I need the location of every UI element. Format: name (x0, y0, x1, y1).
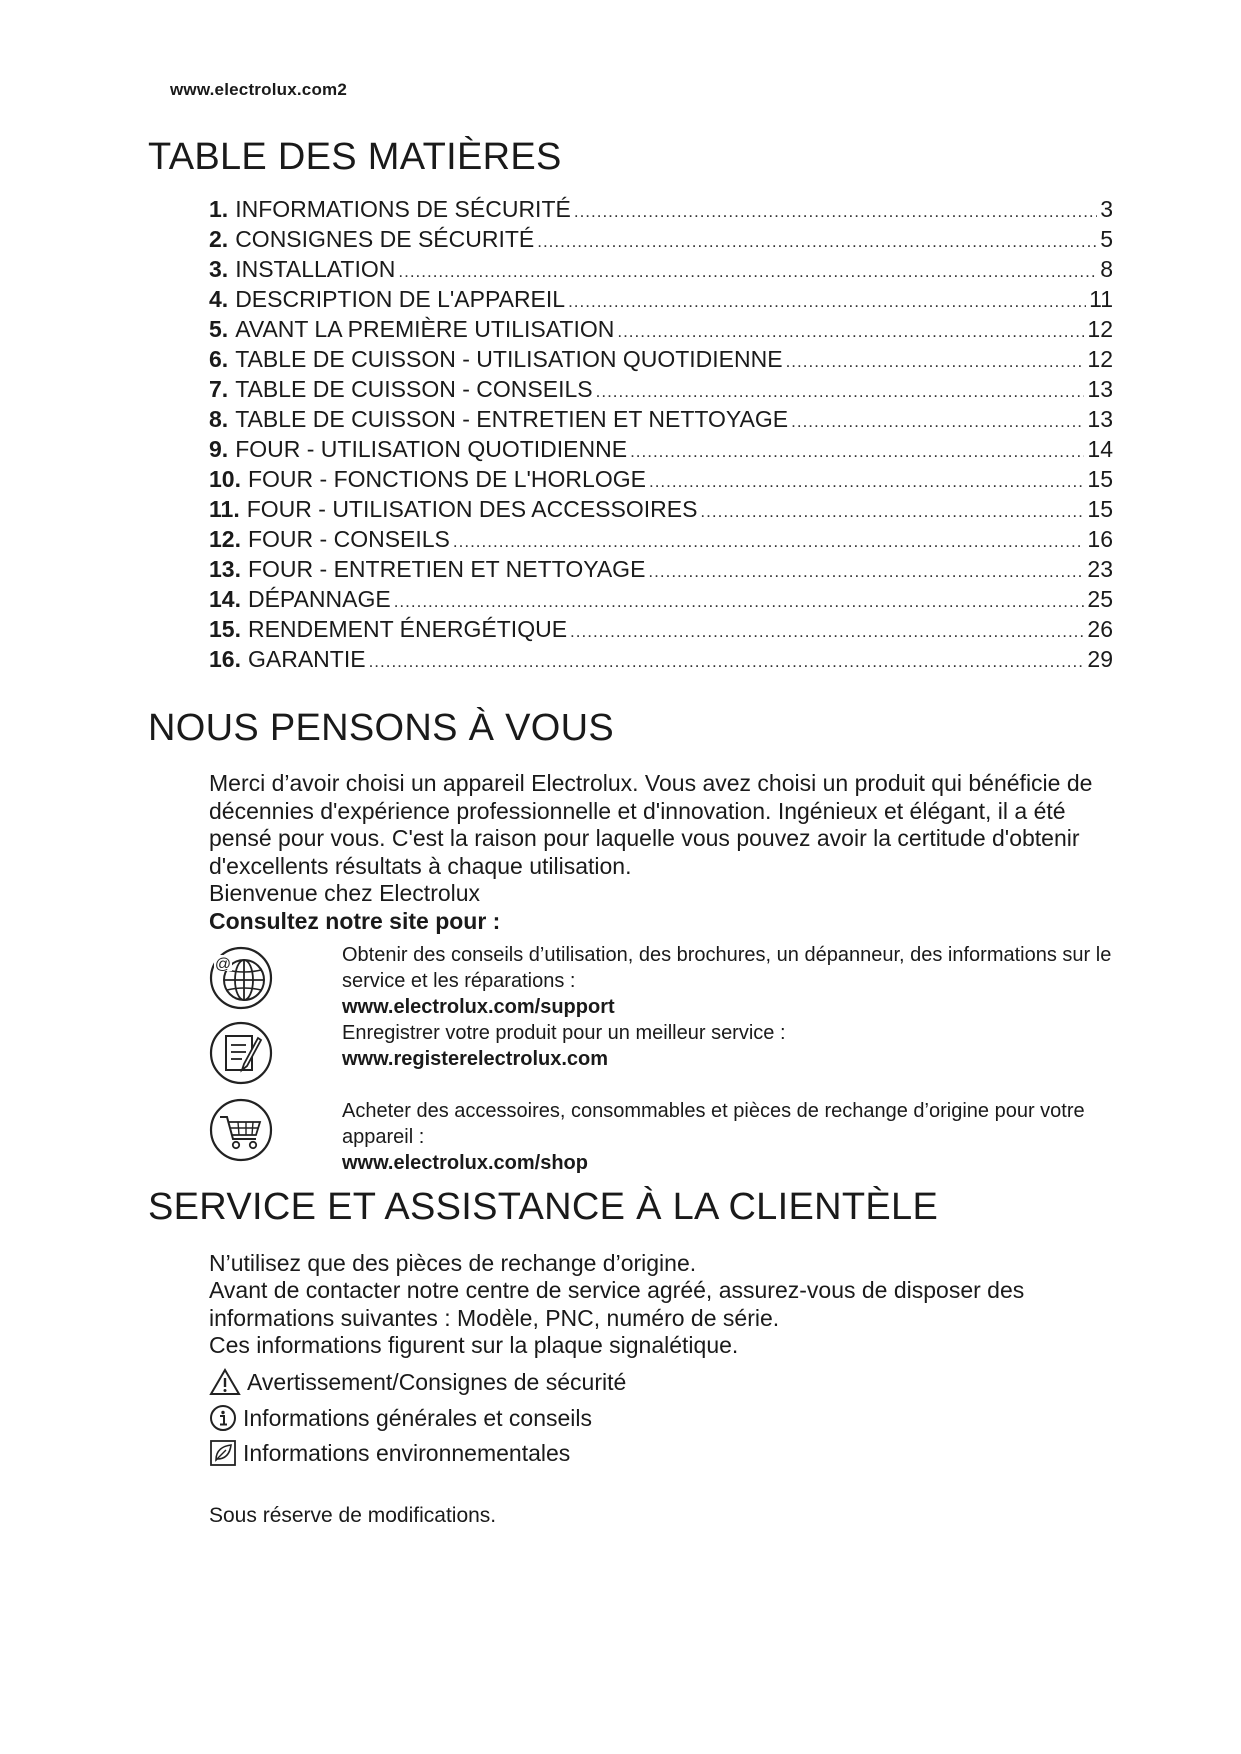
toc-item-label: GARANTIE (247, 646, 366, 672)
support-text: Obtenir des conseils d’utilisation, des brochures, un dépanneur, des informations sur le service et les réparations : (342, 944, 1112, 992)
toc-item-page: 3 (1100, 196, 1113, 222)
toc-leader (700, 502, 1084, 522)
shop-item (342, 1098, 1122, 1176)
toc-item-page: 15 (1087, 496, 1113, 522)
register-icon (208, 1020, 274, 1086)
toc-item-page: 12 (1087, 346, 1113, 372)
toc-item-page: 26 (1087, 616, 1113, 642)
globe-icon (208, 945, 274, 1011)
toc-item-number: 14. (209, 586, 241, 612)
toc-item[interactable] (209, 316, 1113, 346)
toc-leader (791, 412, 1084, 432)
legend-info (209, 1403, 592, 1433)
toc-item-number: 12. (209, 526, 241, 552)
footer-note: Sous réserve de modifications. (209, 1504, 497, 1527)
toc-item-number: 6. (209, 346, 229, 372)
toc-item-label: TABLE DE CUISSON - UTILISATION QUOTIDIENNE (235, 346, 783, 372)
toc-item-label: FOUR - UTILISATION DES ACCESSOIRES (246, 496, 698, 522)
service-line-original-parts: N’utilisez que des pièces de rechange d’origine. (209, 1250, 697, 1276)
toc-leader (596, 382, 1085, 402)
toc-leader (617, 322, 1084, 342)
toc-item[interactable] (209, 436, 1113, 466)
service-line-rating-plate: Ces informations figurent sur la plaque signalétique. (209, 1332, 739, 1358)
toc-leader (568, 292, 1086, 312)
toc-item-number: 5. (209, 316, 229, 342)
info-icon (209, 1404, 237, 1432)
toc-leader (786, 352, 1085, 372)
toc-item-label: FOUR - FONCTIONS DE L'HORLOGE (247, 466, 646, 492)
warning-icon (209, 1368, 241, 1396)
toc-item[interactable] (209, 376, 1113, 406)
toc-item-label: TABLE DE CUISSON - ENTRETIEN ET NETTOYAGE (235, 406, 789, 432)
register-text: Enregistrer votre produit pour un meilleur service : (342, 1022, 786, 1044)
shop-link[interactable]: www.electrolux.com/shop (342, 1152, 588, 1174)
toc-item-number: 15. (209, 616, 241, 642)
toc-item[interactable] (209, 526, 1113, 556)
toc-item-label: FOUR - ENTRETIEN ET NETTOYAGE (247, 556, 646, 582)
toc-item-number: 9. (209, 436, 229, 462)
toc-item-number: 1. (209, 196, 229, 222)
toc-item-page: 13 (1087, 406, 1113, 432)
cart-icon (208, 1097, 274, 1163)
toc-item-page: 14 (1087, 436, 1113, 462)
toc-item-label: INSTALLATION (235, 256, 396, 282)
toc-leader (453, 532, 1085, 552)
toc-item-page: 15 (1087, 466, 1113, 492)
toc-item[interactable] (209, 616, 1113, 646)
toc-item-number: 8. (209, 406, 229, 432)
toc-item-page: 16 (1087, 526, 1113, 552)
toc-item-label: FOUR - CONSEILS (247, 526, 450, 552)
toc-item-page: 12 (1087, 316, 1113, 342)
environment-icon (209, 1439, 237, 1467)
legend-info-label: Informations générales et conseils (243, 1404, 593, 1431)
toc-leader (630, 442, 1084, 462)
svg-text:@: @ (214, 956, 232, 973)
toc-item[interactable] (209, 346, 1113, 376)
toc-item-number: 10. (209, 466, 241, 492)
toc-title: TABLE DES MATIÈRES (148, 136, 562, 178)
toc-item-number: 2. (209, 226, 229, 252)
legend-warning (209, 1367, 626, 1397)
nous-pensons-title: NOUS PENSONS À VOUS (148, 707, 615, 749)
legend-environment (209, 1438, 570, 1468)
toc-item[interactable] (209, 586, 1113, 616)
toc-leader (369, 652, 1085, 672)
toc-leader (648, 562, 1084, 582)
intro-paragraph: Merci d’avoir choisi un appareil Electrolux. Vous avez choisi un produit qui bénéficie de décennies d'expérience professionnelle et d'innovation. Ingénieux et élégant, il a été pensé pour vous. C'est la raison pour laquelle vous pouvez avoir la certitude d'obtenir d'excellents résultats à chaque utilisation. (209, 770, 1093, 879)
service-title: SERVICE ET ASSISTANCE À LA CLIENTÈLE (148, 1186, 939, 1228)
toc-item-page: 5 (1100, 226, 1113, 252)
toc-item[interactable] (209, 196, 1113, 226)
legend-warning-label: Avertissement/Consignes de sécurité (247, 1368, 627, 1395)
register-link[interactable]: www.registerelectrolux.com (342, 1048, 609, 1070)
support-link[interactable]: www.electrolux.com/support (342, 996, 615, 1018)
legend-environment-label: Informations environnementales (243, 1439, 571, 1466)
toc-item[interactable] (209, 286, 1113, 316)
toc-item[interactable] (209, 226, 1113, 256)
header-url: www.electrolux.com2 (170, 80, 348, 99)
toc-leader (570, 622, 1084, 642)
toc-item-label: DÉPANNAGE (247, 586, 391, 612)
welcome-text: Bienvenue chez Electrolux (209, 880, 481, 906)
toc-item-page: 11 (1089, 286, 1113, 312)
toc-item[interactable] (209, 556, 1113, 586)
toc-item-number: 4. (209, 286, 229, 312)
toc-item[interactable] (209, 496, 1113, 526)
toc-leader (394, 592, 1085, 612)
table-of-contents (209, 196, 1113, 676)
toc-item-number: 16. (209, 646, 241, 672)
support-item (342, 942, 1122, 1020)
toc-item[interactable] (209, 406, 1113, 436)
toc-item-number: 11. (209, 496, 240, 522)
toc-item-number: 7. (209, 376, 229, 402)
register-item (342, 1020, 1122, 1072)
toc-item-page: 25 (1087, 586, 1113, 612)
toc-leader (537, 232, 1097, 252)
toc-item-label: CONSIGNES DE SÉCURITÉ (235, 226, 535, 252)
toc-item-number: 3. (209, 256, 229, 282)
service-line-before-contact: Avant de contacter notre centre de service agréé, assurez-vous de disposer des informations suivantes : Modèle, PNC, numéro de série. (209, 1277, 1025, 1331)
toc-item-page: 23 (1087, 556, 1113, 582)
toc-item-label: FOUR - UTILISATION QUOTIDIENNE (235, 436, 628, 462)
toc-item[interactable] (209, 256, 1113, 286)
consult-heading: Consultez notre site pour : (209, 908, 501, 934)
toc-item-label: TABLE DE CUISSON - CONSEILS (235, 376, 593, 402)
toc-item-label: RENDEMENT ÉNERGÉTIQUE (247, 616, 568, 642)
shop-text: Acheter des accessoires, consommables et pièces de rechange d’origine pour votre appareil : (342, 1100, 1085, 1148)
toc-item[interactable] (209, 646, 1113, 676)
toc-item-label: DESCRIPTION DE L'APPAREIL (235, 286, 566, 312)
toc-item[interactable] (209, 466, 1113, 496)
toc-leader (574, 202, 1097, 222)
toc-item-page: 29 (1087, 646, 1113, 672)
toc-item-number: 13. (209, 556, 241, 582)
toc-leader (649, 472, 1084, 492)
toc-item-page: 13 (1087, 376, 1113, 402)
toc-item-page: 8 (1100, 256, 1113, 282)
toc-leader (398, 262, 1097, 282)
toc-item-label: AVANT LA PREMIÈRE UTILISATION (235, 316, 615, 342)
toc-item-label: INFORMATIONS DE SÉCURITÉ (235, 196, 571, 222)
